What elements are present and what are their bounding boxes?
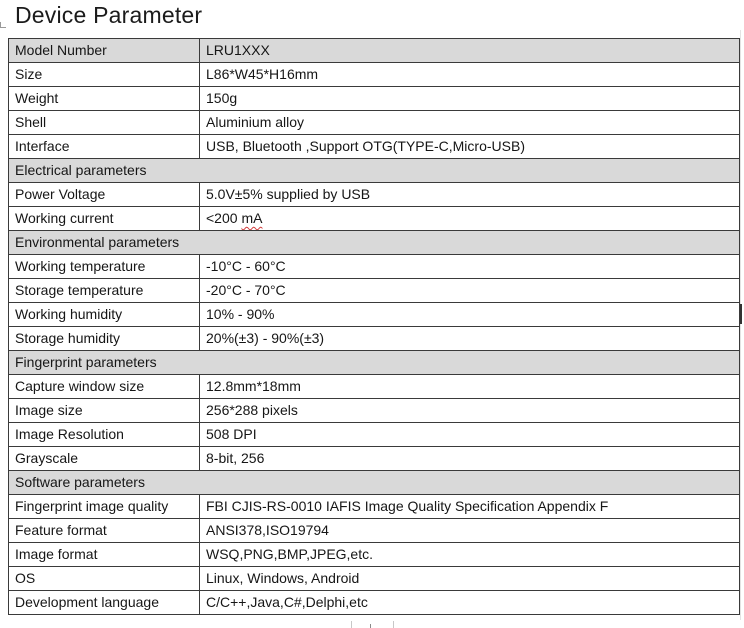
label-cell: Working temperature xyxy=(9,255,200,279)
label-cell: Model Number xyxy=(9,39,200,63)
value-cell: WSQ,PNG,BMP,JPEG,etc. xyxy=(200,543,740,567)
value-cell: 8-bit, 256 xyxy=(200,447,740,471)
ruler-tick xyxy=(370,624,371,628)
table-row xyxy=(9,543,740,567)
label-cell: Storage temperature xyxy=(9,279,200,303)
value-cell: L86*W45*H16mm xyxy=(200,63,740,87)
document-title: Device Parameter xyxy=(15,2,203,28)
ruler-tick xyxy=(351,621,352,628)
label-cell: Weight xyxy=(9,87,200,111)
value-cell: LRU1XXX xyxy=(200,39,740,63)
value-cell: 508 DPI xyxy=(200,423,740,447)
value-cell: 256*288 pixels xyxy=(200,399,740,423)
value-cell: 12.8mm*18mm xyxy=(200,375,740,399)
table-row xyxy=(9,519,740,543)
table-row xyxy=(9,255,740,279)
value-cell: Linux, Windows, Android xyxy=(200,567,740,591)
table-row xyxy=(9,135,740,159)
label-cell: OS xyxy=(9,567,200,591)
value-cell: 10% - 90% xyxy=(200,303,740,327)
table-row xyxy=(9,591,740,615)
table-row xyxy=(9,399,740,423)
label-cell: Fingerprint image quality xyxy=(9,495,200,519)
parameter-table xyxy=(8,38,740,615)
section-header-row xyxy=(9,471,740,495)
value-cell: ANSI378,ISO19794 xyxy=(200,519,740,543)
section-header-row xyxy=(9,351,740,375)
label-cell: Feature format xyxy=(9,519,200,543)
table-row xyxy=(9,183,740,207)
spellcheck-flagged-text: mA xyxy=(241,210,263,226)
section-title: Environmental parameters xyxy=(9,231,740,255)
ruler-tick xyxy=(393,621,394,628)
label-cell: Image format xyxy=(9,543,200,567)
label-cell: Working current xyxy=(9,207,200,231)
table-row xyxy=(9,63,740,87)
label-cell: Working humidity xyxy=(9,303,200,327)
table-row xyxy=(9,375,740,399)
value-cell: -20°C - 70°C xyxy=(200,279,740,303)
label-cell: Image Resolution xyxy=(9,423,200,447)
label-cell: Development language xyxy=(9,591,200,615)
table-row xyxy=(9,303,740,327)
section-title: Electrical parameters xyxy=(9,159,740,183)
value-text: <200 xyxy=(206,210,242,226)
table-row xyxy=(9,447,740,471)
value-cell: -10°C - 60°C xyxy=(200,255,740,279)
label-cell: Interface xyxy=(9,135,200,159)
table-row xyxy=(9,87,740,111)
text-cursor xyxy=(740,304,742,324)
table-row xyxy=(9,207,740,231)
table-header-row xyxy=(9,39,740,63)
section-header-row xyxy=(9,231,740,255)
value-cell: FBI CJIS-RS-0010 IAFIS Image Quality Specification Appendix F xyxy=(200,495,740,519)
value-cell: USB, Bluetooth ,Support OTG(TYPE-C,Micro-USB) xyxy=(200,135,740,159)
table-row xyxy=(9,423,740,447)
value-cell: 150g xyxy=(200,87,740,111)
table-row xyxy=(9,495,740,519)
value-cell xyxy=(200,207,740,231)
value-cell: Aluminium alloy xyxy=(200,111,740,135)
label-cell: Shell xyxy=(9,111,200,135)
table-row xyxy=(9,279,740,303)
value-cell: 20%(±3) - 90%(±3) xyxy=(200,327,740,351)
section-title: Fingerprint parameters xyxy=(9,351,740,375)
label-cell: Storage humidity xyxy=(9,327,200,351)
label-cell: Grayscale xyxy=(9,447,200,471)
table-row xyxy=(9,327,740,351)
label-cell: Capture window size xyxy=(9,375,200,399)
page-edge-line xyxy=(740,30,741,620)
label-cell: Image size xyxy=(9,399,200,423)
value-cell: 5.0V±5% supplied by USB xyxy=(200,183,740,207)
label-cell: Power Voltage xyxy=(9,183,200,207)
label-cell: Size xyxy=(9,63,200,87)
text-boundary-corner-mark xyxy=(0,22,6,28)
section-title: Software parameters xyxy=(9,471,740,495)
section-header-row xyxy=(9,159,740,183)
table-row xyxy=(9,567,740,591)
value-cell: C/C++,Java,C#,Delphi,etc xyxy=(200,591,740,615)
table-row xyxy=(9,111,740,135)
